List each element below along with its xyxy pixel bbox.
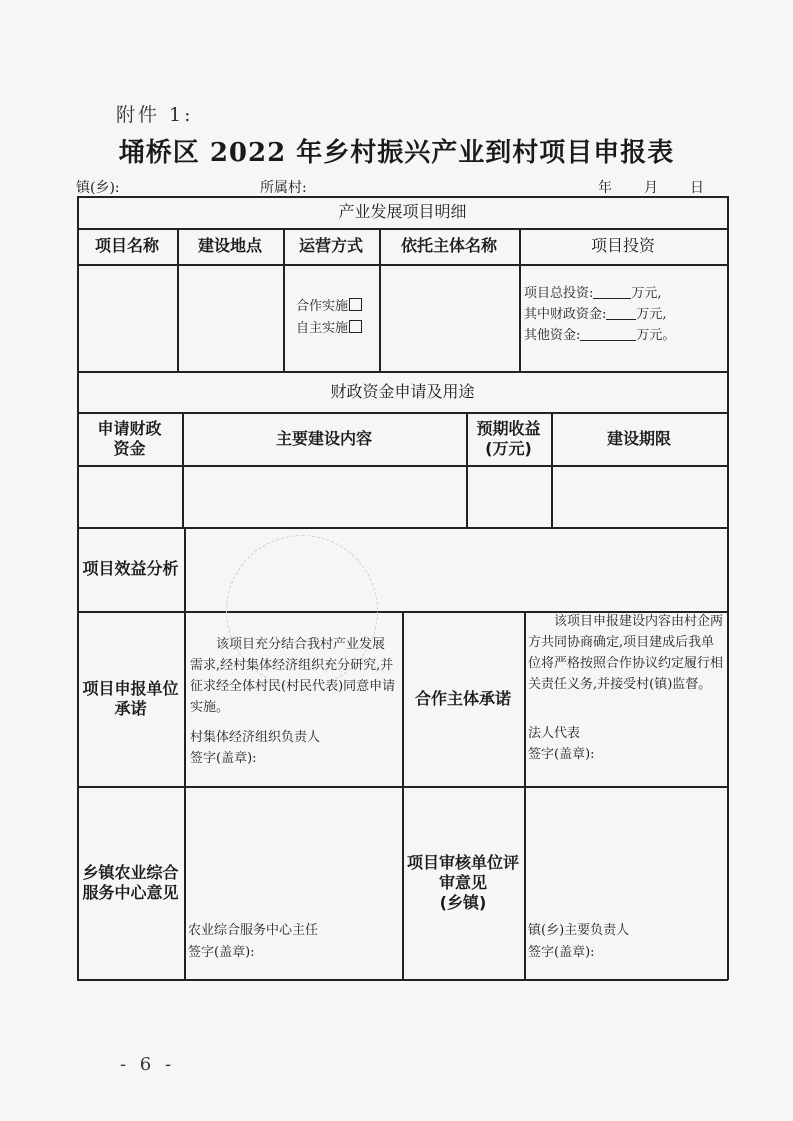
investment-total-unit: 万元, [631,286,662,301]
investment-total-label: 项目总投资: [524,286,594,301]
month-label: 月 [644,180,658,196]
attachment-label: 附件 1: [116,104,194,126]
investment-other [524,325,675,346]
town-field [76,177,200,197]
op-option-cooperate-label: 合作实施 [296,299,349,314]
header-fiscal-apply-line1: 申请财政 [97,418,162,438]
page-title: 埇桥区 2022 年乡村振兴产业到村项目申报表 [118,138,675,168]
date-field [556,177,704,197]
divider-line [184,527,186,612]
unit-commit-label-line1: 项目申报单位 [82,678,179,698]
section1-title: 产业发展项目明细 [338,202,467,221]
header-location: 建设地点 [197,236,262,255]
partner-commit-sign: 签字(盖章): [528,747,595,762]
header-expected-income-line2: (万元) [485,438,532,458]
day-blank [658,182,690,197]
partner-commit-signer: 法人代表 [528,726,581,741]
unit-commit-label-line2: 承诺 [114,698,147,718]
header-relying-entity: 依托主体名称 [400,236,497,255]
village-label: 所属村: [260,180,307,196]
page-number: - 6 - [120,1054,176,1075]
town-center-sign: 签字(盖章): [188,945,255,960]
header-fiscal-apply [77,412,182,465]
partner-commit-text: 该项目申报建设内容由村企两方共同协商确定,项目建成后我单位将严格按照合作协议约定履行相关责任义务,并接受村(镇)监督。 [528,614,724,692]
review-unit-label [402,786,524,979]
header-build-period: 建设期限 [606,428,671,448]
divider-line [77,264,728,266]
table-border-right [727,196,729,980]
town-center-label-line1: 乡镇农业综合 [82,862,179,882]
unit-commit-signer: 村集体经济组织负责人 [190,730,321,745]
village-blank [307,182,395,197]
investment-total [524,283,662,304]
divider-line [77,465,728,467]
section2-title: 财政资金申请及用途 [330,381,475,401]
investment-fiscal [524,304,667,325]
op-option-self[interactable] [296,318,362,339]
investment-fiscal-label: 其中财政资金: [524,307,607,322]
review-unit-label-line2: 审意见 [438,872,487,892]
unit-commit-sign: 签字(盖章): [190,751,257,766]
header-expected-income [466,412,551,465]
divider-line [524,611,526,980]
op-option-cooperate[interactable] [296,296,362,317]
year-blank [556,182,598,197]
investment-fiscal-unit: 万元, [636,307,667,322]
header-operation-mode: 运营方式 [298,236,363,255]
town-center-label [77,786,184,979]
header-fiscal-apply-line2: 资金 [113,438,146,458]
investment-other-blank[interactable] [580,328,636,341]
header-main-content: 主要建设内容 [275,428,372,448]
town-center-signer: 农业综合服务中心主任 [188,923,319,938]
investment-fiscal-blank[interactable] [606,307,636,320]
header-project-name: 项目名称 [94,236,159,255]
benefit-analysis-label: 项目效益分析 [82,559,179,578]
header-expected-income-line1: 预期收益 [476,418,541,438]
op-option-self-label: 自主实施 [296,321,349,336]
town-label: 镇(乡): [76,180,120,196]
year-label: 年 [598,180,612,196]
unit-commit-text: 该项目充分结合我村产业发展需求,经村集体经济组织充分研究,并征求经全体村民(村民代表)同意申请实施。 [190,637,396,715]
investment-other-unit: 万元。 [636,328,676,343]
investment-total-blank[interactable] [593,286,631,299]
checkbox-icon[interactable] [349,298,362,311]
month-blank [612,182,644,197]
divider-line [184,611,186,980]
town-center-label-line2: 服务中心意见 [82,882,179,902]
unit-commit-label [77,611,184,786]
day-label: 日 [690,180,704,196]
review-unit-label-line1: 项目审核单位评 [406,852,519,872]
header-investment: 项目投资 [590,236,655,255]
village-field [260,177,395,197]
review-unit-sign: 签字(盖章): [528,945,595,960]
review-unit-signer: 镇(乡)主要负责人 [528,923,630,938]
checkbox-icon[interactable] [349,320,362,333]
partner-commit-label: 合作主体承诺 [414,688,511,708]
review-unit-label-line3: (乡镇) [439,892,487,912]
investment-other-label: 其他资金: [524,328,581,343]
town-blank [120,182,200,197]
